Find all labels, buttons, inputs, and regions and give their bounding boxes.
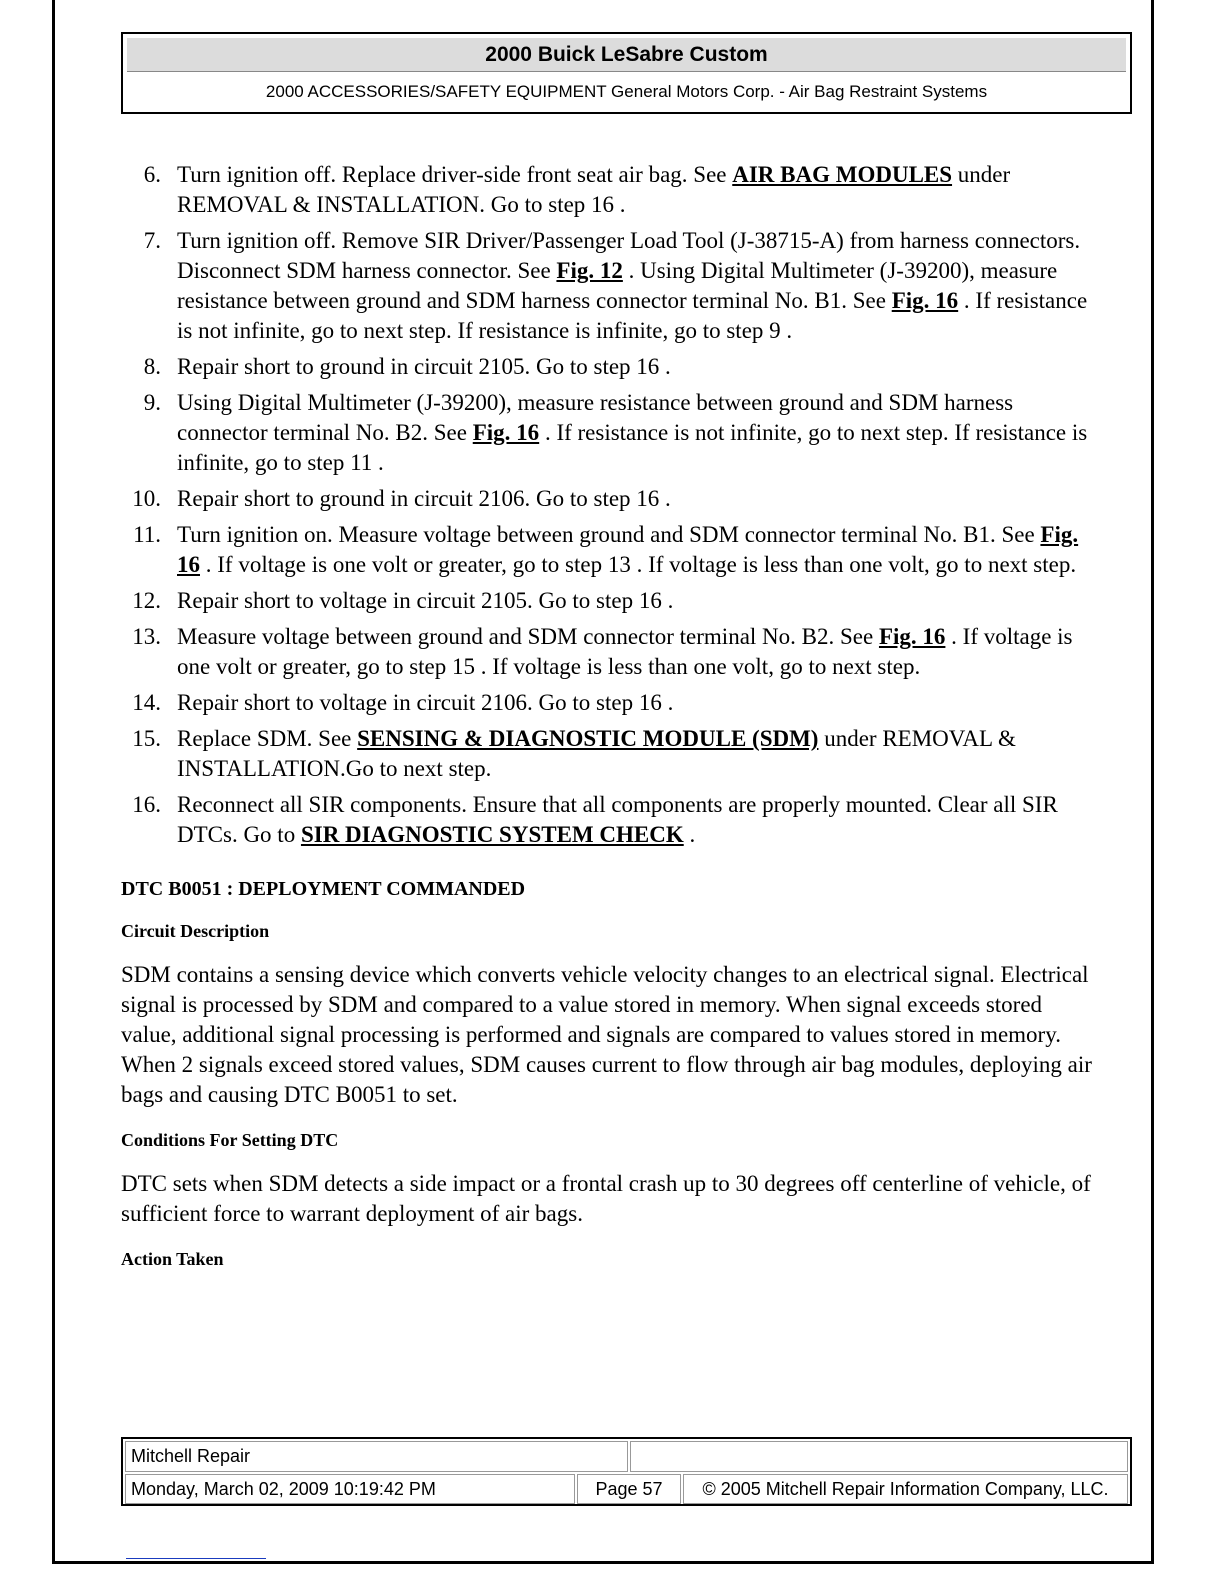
step-text: . If resistance is not infinite, go to next step. If resistance is infinite, go to step 9 . [177, 288, 1088, 343]
procedure-step [121, 388, 1101, 478]
footer-page: Page 57 [577, 1474, 681, 1504]
cross-reference-link[interactable]: AIR BAG MODULES [732, 162, 953, 187]
procedure-step [121, 586, 1101, 616]
cross-reference-link[interactable]: Fig. 16 [891, 288, 959, 313]
footer-empty-cell [630, 1441, 1128, 1472]
footer-date: Monday, March 02, 2009 10:19:42 PM [125, 1474, 575, 1504]
step-text: Repair short to ground in circuit 2106. Go to step 16 . [177, 486, 671, 511]
step-text: . If voltage is one volt or greater, go to step 15 . If voltage is less than one volt, go to next step. [177, 624, 1073, 679]
step-text: Measure voltage between ground and SDM connector terminal No. B2. See [177, 624, 879, 649]
cross-reference-link[interactable]: Fig. 12 [556, 258, 623, 283]
cross-reference-link[interactable]: SIR DIAGNOSTIC SYSTEM CHECK [300, 822, 684, 847]
step-number: 13. [132, 624, 161, 649]
procedure-step [121, 352, 1101, 382]
step-text: Reconnect all SIR components. Ensure that all components are properly mounted. Clear all SIR DTCs. Go to [177, 792, 1058, 847]
step-text: . If voltage is one volt or greater, go to step 13 . If voltage is less than one volt, go to next step. [200, 552, 1077, 577]
cross-reference-link[interactable]: Fig. 16 [472, 420, 540, 445]
cross-reference-link[interactable]: Fig. 16 [878, 624, 946, 649]
circuit-description-heading: Circuit Description [121, 921, 270, 941]
procedure-step [121, 790, 1101, 850]
step-number: 8. [143, 354, 161, 379]
procedure-step [121, 622, 1101, 682]
step-number: 14. [132, 690, 161, 715]
bottom-rule [126, 1558, 266, 1559]
cross-reference-link[interactable]: Fig. 16 [177, 522, 1079, 577]
procedure-step [121, 520, 1101, 580]
step-text: under REMOVAL & INSTALLATION.Go to next step. [177, 726, 1016, 781]
step-text: . Using Digital Multimeter (J-39200), measure resistance between ground and SDM harness connector terminal No. B1. See [177, 258, 1058, 313]
footer-copyright: © 2005 Mitchell Repair Information Company, LLC. [683, 1474, 1128, 1504]
step-text: Repair short to voltage in circuit 2106. Go to step 16 . [177, 690, 674, 715]
step-number: 12. [132, 588, 161, 613]
procedure-step [121, 724, 1101, 784]
footer-company: Mitchell Repair [125, 1441, 628, 1472]
step-text: under REMOVAL & INSTALLATION. Go to step 16 . [177, 162, 1011, 217]
step-number: 11. [133, 522, 161, 547]
step-text: . [683, 822, 696, 847]
step-text: Turn ignition on. Measure voltage between ground and SDM connector terminal No. B1. See [177, 522, 1041, 547]
document-footer [121, 1437, 1132, 1506]
procedure-step [121, 160, 1101, 220]
step-text: . If resistance is not infinite, go to next step. If resistance is infinite, go to step 11 . [177, 420, 1088, 475]
circuit-description-text: SDM contains a sensing device which converts vehicle velocity changes to an electrical signal. Electrical signal is processed by SDM and compared to a value stored in memory. When signal exceeds stored value, additional signal processing is performed and signals are compared to values stored in memory. When 2 signals exceed stored values, SDM causes current to flow through air bag modules, deploying air bags and causing DTC B0051 to set. [121, 962, 1092, 1107]
step-text: Turn ignition off. Remove SIR Driver/Passenger Load Tool (J-38715-A) from harness connectors. Disconnect SDM harness connector. See [177, 228, 1081, 283]
action-taken-heading: Action Taken [121, 1249, 224, 1269]
procedure-step [121, 226, 1101, 346]
step-number: 16. [132, 792, 161, 817]
step-text: Using Digital Multimeter (J-39200), measure resistance between ground and SDM harness connector terminal No. B2. See [177, 390, 1014, 445]
conditions-heading: Conditions For Setting DTC [121, 1130, 339, 1150]
document-header [121, 32, 1132, 114]
step-number: 10. [132, 486, 161, 511]
dtc-heading: DTC B0051 : DEPLOYMENT COMMANDED [121, 878, 526, 900]
step-number: 6. [143, 162, 161, 187]
header-subtitle: 2000 ACCESSORIES/SAFETY EQUIPMENT General Motors Corp. - Air Bag Restraint Systems [265, 81, 988, 101]
document-content [121, 160, 1101, 1288]
conditions-text: DTC sets when SDM detects a side impact or a frontal crash up to 30 degrees off centerline of vehicle, of sufficient force to warrant deployment of air bags. [121, 1171, 1091, 1226]
step-number: 15. [132, 726, 161, 751]
step-text: Repair short to ground in circuit 2105. Go to step 16 . [177, 354, 671, 379]
header-title: 2000 Buick LeSabre Custom [127, 38, 1126, 72]
step-text: Replace SDM. See [177, 726, 358, 751]
procedure-step [121, 688, 1101, 718]
procedure-step [121, 484, 1101, 514]
cross-reference-link[interactable]: SENSING & DIAGNOSTIC MODULE (SDM) [357, 726, 819, 751]
procedure-steps [121, 160, 1101, 850]
step-text: Repair short to voltage in circuit 2105. Go to step 16 . [177, 588, 674, 613]
step-number: 9. [143, 390, 161, 415]
step-text: Turn ignition off. Replace driver-side front seat air bag. See [177, 162, 733, 187]
step-number: 7. [143, 228, 161, 253]
